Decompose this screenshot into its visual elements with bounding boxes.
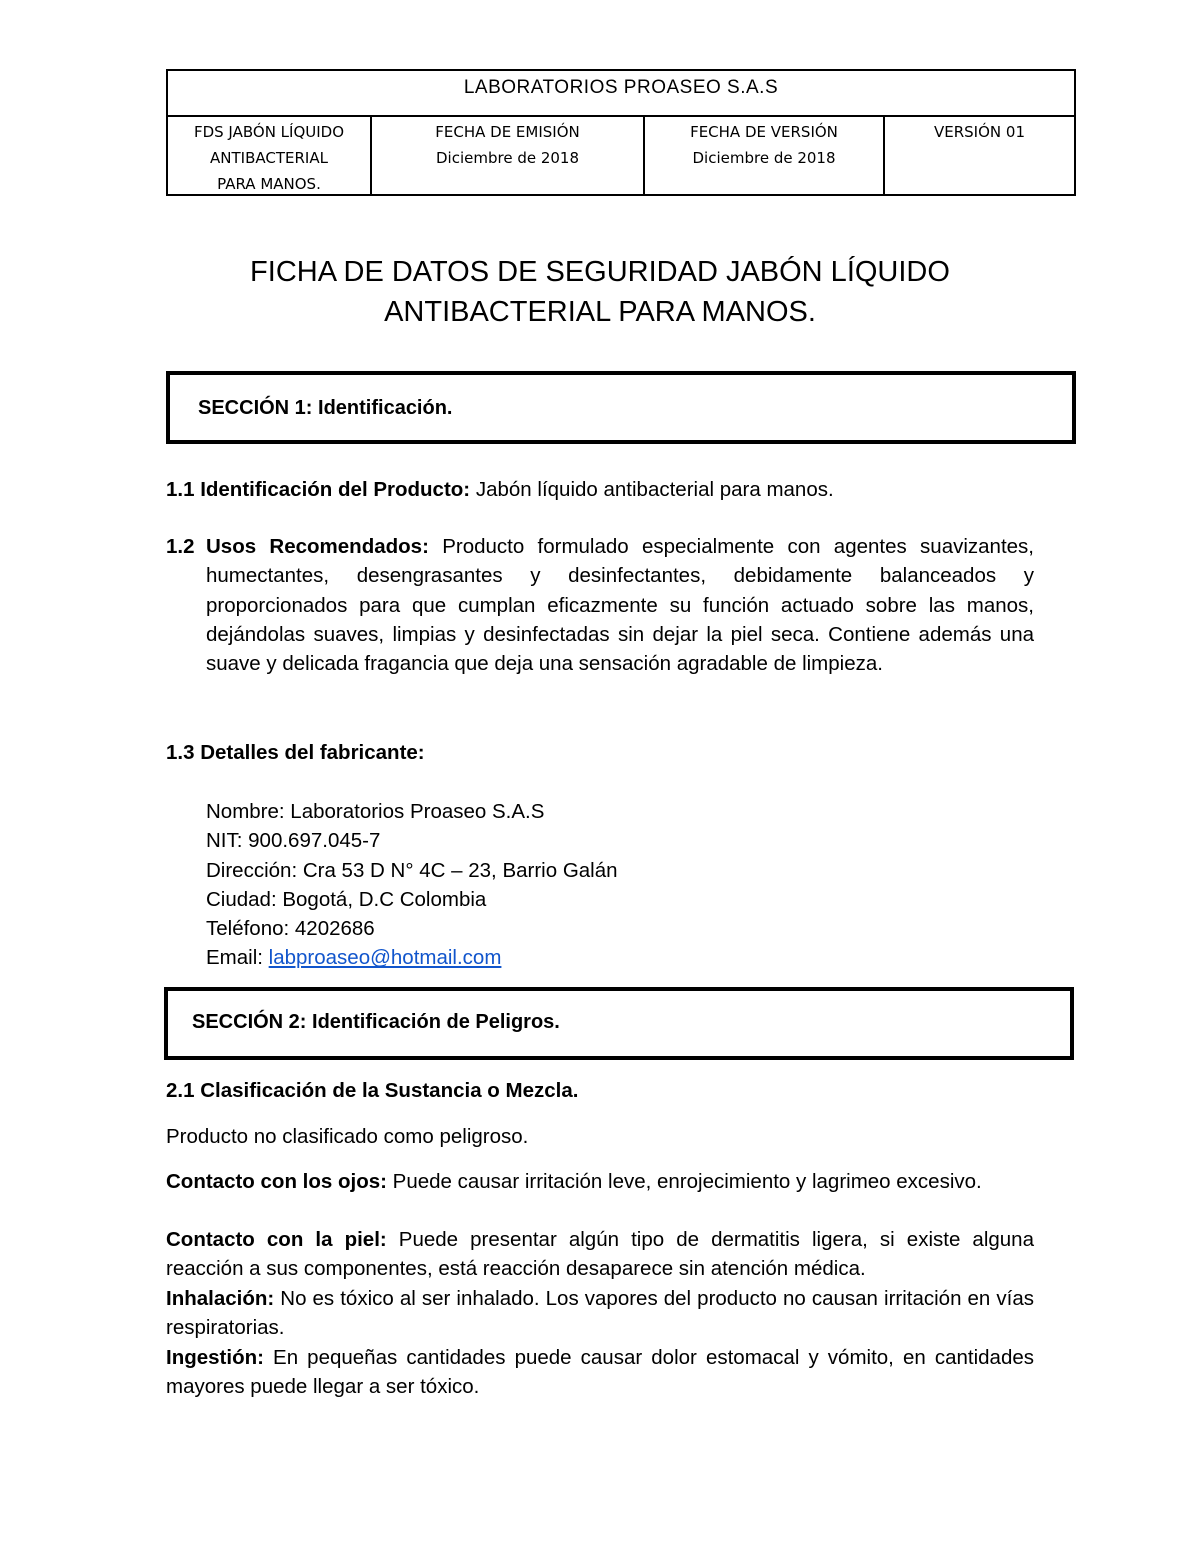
issue-date-label: FECHA DE EMISIÓN xyxy=(435,123,580,141)
email-label: Email: xyxy=(206,946,269,970)
section-1-heading: SECCIÓN 1: Identificación. xyxy=(198,397,453,419)
manufacturer-details xyxy=(206,797,618,973)
issue-date-cell xyxy=(372,117,645,196)
issue-date-value: Diciembre de 2018 xyxy=(435,149,580,167)
manufacturer-details-heading xyxy=(166,738,1034,767)
document-title xyxy=(166,252,1034,332)
manufacturer-address: Dirección: Cra 53 D N° 4C – 23, Barrio Galán xyxy=(206,858,618,882)
recommended-uses-text: Producto formulado especialmente con agentes suavizantes, humectantes, desengrasantes y desinfectantes, debidamente balanceados y proporcionados para que cumplan eficazmente su función actuado sobre las manos, dejándolas suaves, limpias y desinfectadas sin dejar la piel seca. Contiene además una suave y delicada fragancia que deja una sensación agradable de limpieza. xyxy=(206,535,1034,676)
product-identification xyxy=(166,475,1034,504)
section-2-heading: SECCIÓN 2: Identificación de Peligros. xyxy=(192,1011,560,1033)
doc-code-line: FDS JABÓN LÍQUIDO xyxy=(193,123,345,141)
inhalation-text: No es tóxico al ser inhalado. Los vapores del producto no causan irritación en vías respiratorias. xyxy=(166,1287,1034,1340)
doc-code-line: ANTIBACTERIAL xyxy=(210,149,328,167)
manufacturer-email xyxy=(206,943,618,972)
product-identification-text: Jabón líquido antibacterial para manos. xyxy=(470,478,834,501)
manufacturer-phone: Teléfono: 4202686 xyxy=(206,917,375,941)
recommended-uses-label: Usos Recomendados: xyxy=(206,535,429,558)
inhalation xyxy=(166,1284,1034,1343)
recommended-uses-body xyxy=(206,532,1034,678)
product-identification-label: 1.1 Identificación del Producto: xyxy=(166,478,471,501)
skin-contact-label: Contacto con la piel: xyxy=(166,1228,387,1251)
manufacturer-details-label: 1.3 Detalles del fabricante: xyxy=(166,741,425,764)
company-name: LABORATORIOS PROASEO S.A.S xyxy=(168,71,1074,117)
section-1-heading-box xyxy=(166,371,1076,444)
ingestion-label: Ingestión: xyxy=(166,1346,264,1369)
version-date-label: FECHA DE VERSIÓN xyxy=(690,123,838,141)
title-line: FICHA DE DATOS DE SEGURIDAD JABÓN LÍQUIDO xyxy=(250,256,950,288)
version-date-value: Diciembre de 2018 xyxy=(692,149,836,167)
header-info-row xyxy=(168,117,1074,196)
manufacturer-city: Ciudad: Bogotá, D.C Colombia xyxy=(206,887,487,911)
manufacturer-name: Nombre: Laboratorios Proaseo S.A.S xyxy=(206,800,545,823)
doc-code-line: PARA MANOS. xyxy=(217,175,321,193)
classification-text: Producto no clasificado como peligroso. xyxy=(166,1125,529,1148)
doc-code-cell xyxy=(168,117,372,196)
document-header-table xyxy=(166,69,1076,196)
eye-contact xyxy=(166,1167,1034,1196)
ingestion-text: En pequeñas cantidades puede causar dolor estomacal y vómito, en cantidades mayores puede llegar a ser tóxico. xyxy=(166,1346,1034,1399)
skin-contact-text: Puede presentar algún tipo de dermatitis ligera, si existe alguna reacción a sus componentes, está reacción desaparece sin atención médica. xyxy=(166,1228,1034,1281)
eye-contact-label: Contacto con los ojos: xyxy=(166,1170,387,1193)
version-cell xyxy=(885,117,1074,196)
classification-heading-text: 2.1 Clasificación de la Sustancia o Mezcla. xyxy=(166,1079,579,1102)
title-line: ANTIBACTERIAL PARA MANOS. xyxy=(384,296,816,328)
ingestion xyxy=(166,1343,1034,1402)
classification-heading xyxy=(166,1076,1034,1105)
inhalation-label: Inhalación: xyxy=(166,1287,275,1310)
email-link[interactable]: labproaseo@hotmail.com xyxy=(268,946,502,970)
version-value: VERSIÓN 01 xyxy=(934,123,1025,141)
manufacturer-nit: NIT: 900.697.045-7 xyxy=(206,829,381,853)
section-2-heading-box xyxy=(164,987,1074,1060)
version-date-cell xyxy=(645,117,885,196)
recommended-uses-number: 1.2 xyxy=(166,535,195,558)
skin-contact xyxy=(166,1225,1034,1284)
eye-contact-text: Puede causar irritación leve, enrojecimiento y lagrimeo excesivo. xyxy=(386,1170,982,1193)
recommended-uses xyxy=(166,532,1034,678)
